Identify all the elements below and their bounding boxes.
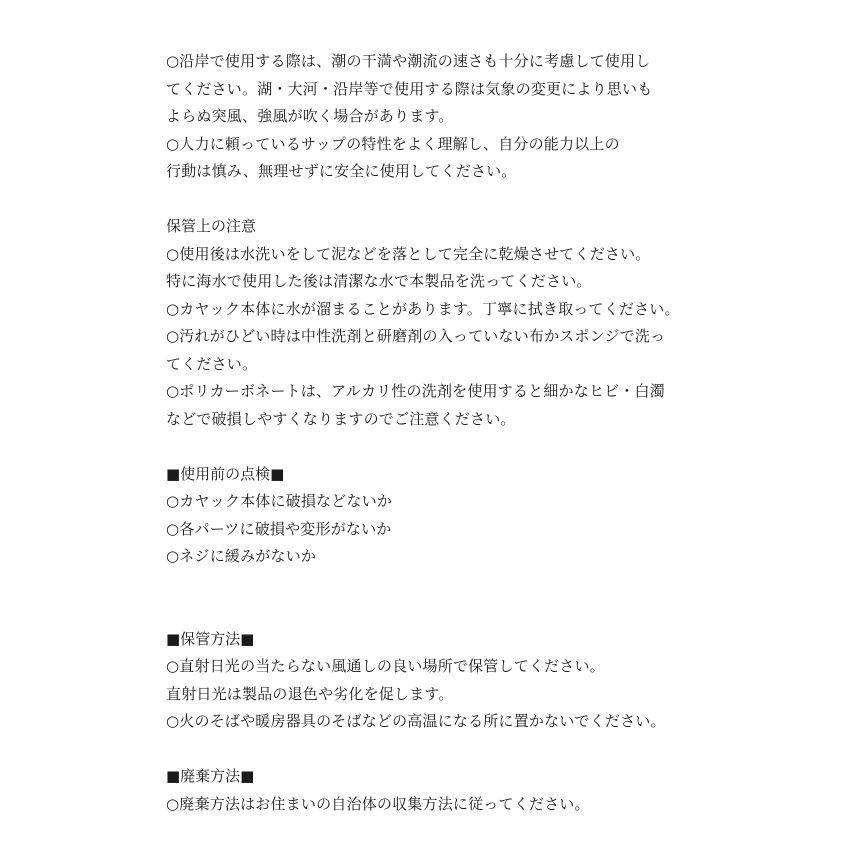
section-title: ■廃棄方法■ — [166, 767, 255, 785]
text-line: てください。湖・大河・沿岸等で使用する際は気象の変更により思いも — [166, 79, 653, 98]
document-body — [166, 48, 806, 818]
text-line: ○カヤック本体に破損などないか — [166, 492, 393, 510]
spacer — [166, 736, 806, 764]
spacer — [166, 433, 806, 461]
storage-method-section — [166, 626, 806, 736]
section-title: ■保管方法■ — [166, 629, 255, 648]
text-line: ○ポリカーボネートは、アルカリ性の洗剤を使用すると細かなヒビ・白濁 — [166, 382, 665, 400]
text-line: ○各パーツに破損や変形がないか — [166, 519, 392, 538]
text-line: 行動は慎み、無理せずに安全に使用してください。 — [166, 162, 517, 180]
text-line: ○人力に頼っているサップの特性をよく理解し、自分の能力以上の — [166, 134, 620, 153]
section-title: 保管上の注意 — [166, 217, 257, 235]
text-line: ○使用後は水洗いをして泥などを落として完全に乾燥させてください。 — [166, 244, 651, 263]
disposal-method-section — [166, 763, 806, 818]
spacer — [166, 186, 806, 214]
storage-notes-section — [166, 213, 806, 433]
text-line: てください。 — [166, 354, 258, 373]
text-line: よらぬ突風、強風が吹く場合があります。 — [166, 107, 454, 125]
section-title: ■使用前の点検■ — [166, 464, 285, 483]
spacer — [166, 571, 806, 626]
text-line: などで破損しやすくなりますのでご注意ください。 — [166, 409, 516, 428]
text-line: ○カヤック本体に水が溜まることがあります。丁寧に拭き取ってください。 — [166, 299, 680, 318]
text-line: ○直射日光の当たらない風通しの良い場所で保管してください。 — [166, 657, 605, 675]
text-line: ○火のそばや暖房器具のそばなどの高温になる所に置かないでください。 — [166, 712, 666, 730]
text-line: ○ネジに緩みがないか — [166, 547, 317, 565]
text-line: 特に海水で使用した後は清潔な水で本製品を洗ってください。 — [166, 272, 592, 290]
usage-notes-section — [166, 48, 806, 186]
text-line: ○沿岸で使用する際は、潮の干満や潮流の速さも十分に考慮して使用し — [166, 52, 651, 70]
pre-use-check-section — [166, 461, 806, 571]
text-line: 直射日光は製品の退色や劣化を促します。 — [166, 684, 454, 703]
text-line: ○汚れがひどい時は中性洗剤と研磨剤の入っていない布かスポンジで洗っ — [166, 327, 666, 345]
text-line: ○廃棄方法はお住まいの自治体の収集方法に従ってください。 — [166, 794, 590, 813]
